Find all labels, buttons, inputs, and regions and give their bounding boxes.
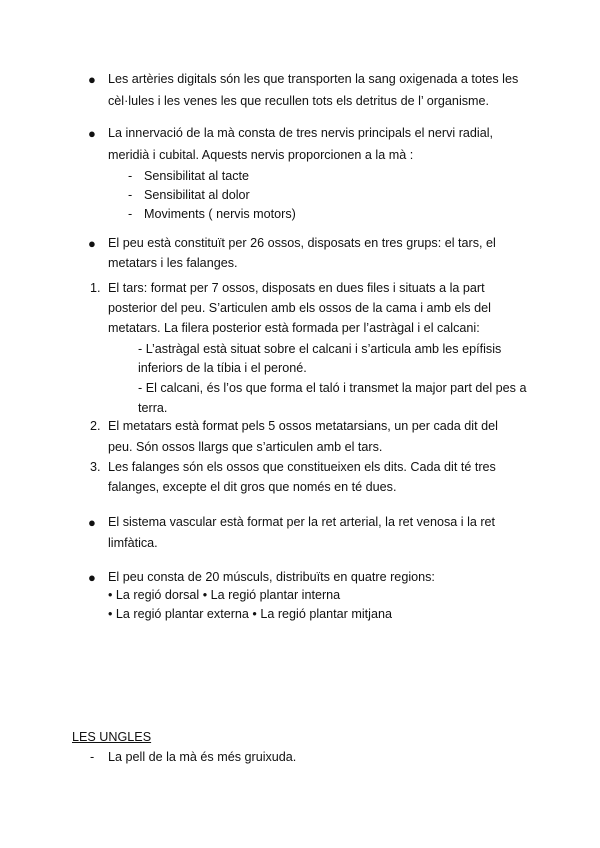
bullet-line: La innervació de la mà consta de tres nervis principals el nervi radial, — [108, 126, 494, 140]
number-marker: 2. — [90, 419, 101, 433]
bullet-line: metatars i les falanges. — [108, 256, 238, 270]
numbered-line: falanges, excepte el dit gros que només en té dues. — [108, 480, 397, 494]
bullet-marker: ● — [88, 236, 96, 251]
dash-marker: - — [128, 188, 133, 202]
bullet-line: meridià i cubital. Aquests nervis proporcionen a la mà : — [108, 148, 414, 162]
numbered-line: metatars. La filera posterior està formada per l’astràgal i el calcani: — [108, 321, 480, 335]
bullet-line: • La regió dorsal • La regió plantar interna — [108, 588, 341, 602]
section-heading: LES UNGLES — [72, 730, 152, 744]
number-marker: 1. — [90, 281, 101, 295]
bullet-line: • La regió plantar externa • La regió plantar mitjana — [108, 607, 392, 621]
numbered-line: peu. Són ossos llargs que s’articulen amb el tars. — [108, 440, 383, 454]
bullet-line: El peu consta de 20 músculs, distribuïts en quatre regions: — [108, 570, 435, 584]
bullet-line: limfàtica. — [108, 536, 158, 550]
bullet-line: Les artèries digitals són les que transporten la sang oxigenada a totes les — [108, 72, 519, 86]
number-marker: 3. — [90, 460, 101, 474]
numbered-subline: - El calcani, és l’os que forma el taló i transmet la major part del pes a — [138, 381, 527, 395]
numbered-line: posterior del peu. S’articulen amb els ossos de la cama i amb els del — [108, 301, 491, 315]
bullet-line: El peu està constituït per 26 ossos, disposats en tres grups: el tars, el — [108, 236, 496, 250]
section-item: La pell de la mà és més gruixuda. — [108, 750, 297, 764]
bullet-marker: ● — [88, 515, 96, 530]
bullet-marker: ● — [88, 126, 96, 141]
numbered-subline: inferiors de la tíbia i el peroné. — [138, 361, 307, 375]
bullet-line: El sistema vascular està format per la ret arterial, la ret venosa i la ret — [108, 515, 496, 529]
dash-marker: - — [128, 169, 133, 183]
bullet-line: cèl·lules i les venes les que recullen tots els detritus de l’ organisme. — [108, 94, 490, 108]
numbered-subline: terra. — [138, 401, 168, 415]
sub-item: Moviments ( nervis motors) — [144, 207, 296, 221]
numbered-line: El metatars està format pels 5 ossos metatarsians, un per cada dit del — [108, 419, 498, 433]
bullet-marker: ● — [88, 72, 96, 87]
bullet-marker: ● — [88, 570, 96, 585]
numbered-line: El tars: format per 7 ossos, disposats en dues files i situats a la part — [108, 281, 485, 295]
numbered-subline: - L’astràgal està situat sobre el calcani i s’articula amb les epífisis — [138, 342, 502, 356]
sub-item: Sensibilitat al dolor — [144, 188, 250, 202]
sub-item: Sensibilitat al tacte — [144, 169, 250, 183]
dash-marker: - — [128, 207, 133, 221]
numbered-line: Les falanges són els ossos que constitueixen els dits. Cada dit té tres — [108, 460, 496, 474]
dash-marker: - — [90, 750, 95, 764]
